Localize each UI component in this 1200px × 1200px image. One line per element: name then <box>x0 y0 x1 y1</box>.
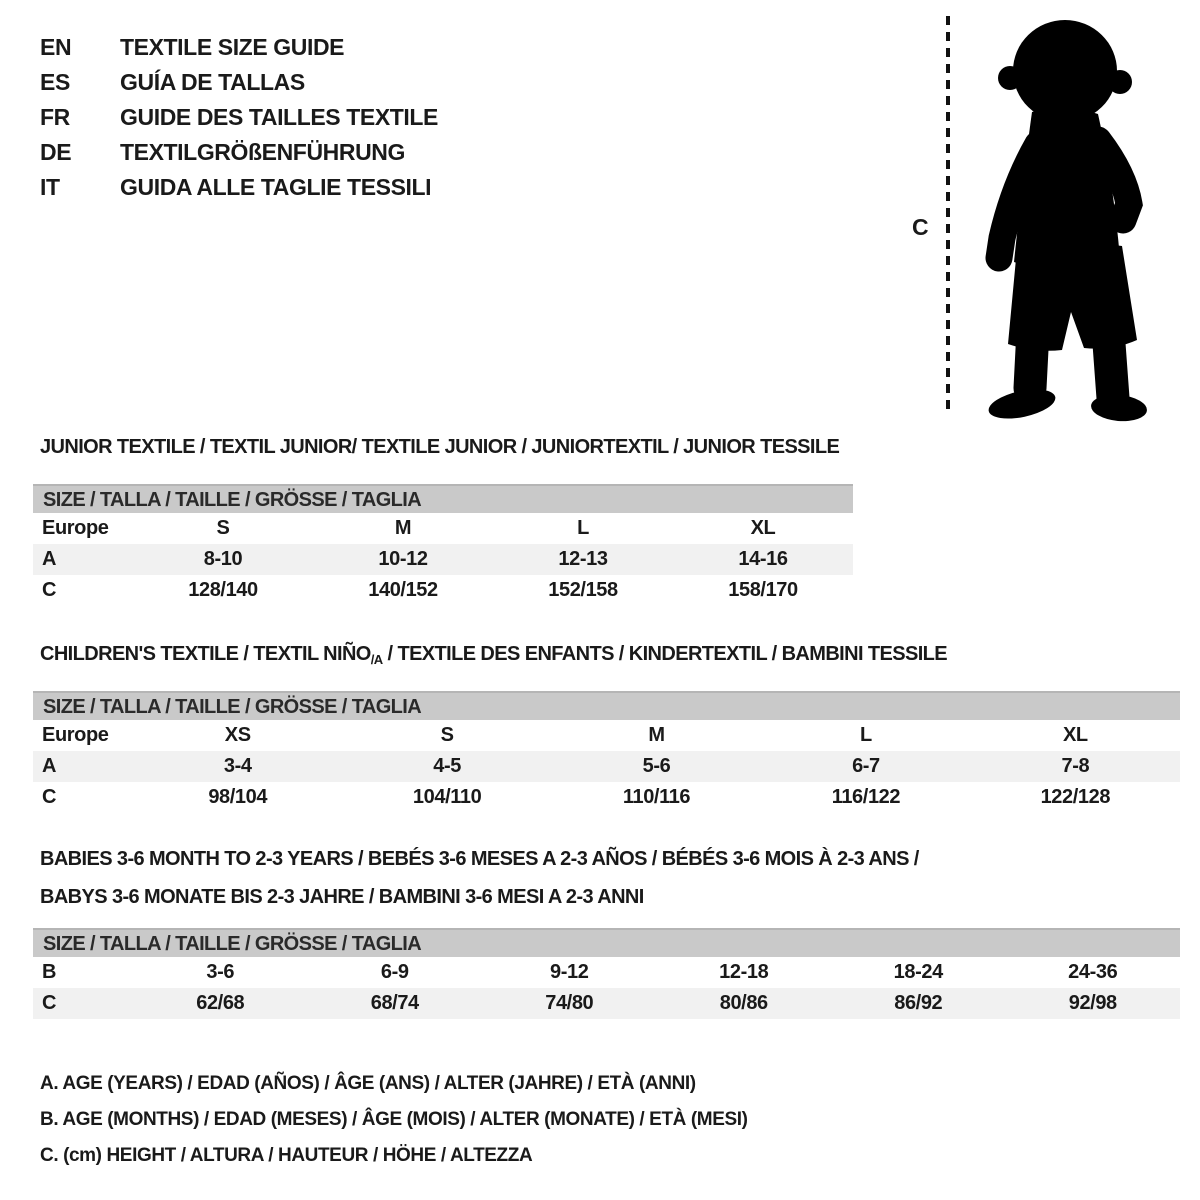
table-cell: 128/140 <box>188 579 258 601</box>
table-cell: XS <box>224 724 251 746</box>
table-row <box>33 575 853 606</box>
table-row <box>33 513 853 544</box>
children-section-heading <box>40 643 947 667</box>
toddler-silhouette-icon <box>972 16 1162 427</box>
table-cell: 18-24 <box>893 961 943 983</box>
table-cell: 9-12 <box>550 961 589 983</box>
height-measure-dashed-line <box>944 16 952 421</box>
table-cell: 104/110 <box>412 786 482 808</box>
size-table-header-bar: SIZE / TALLA / TAILLE / GRÖSSE / TAGLIA <box>33 928 1180 957</box>
row-label: C <box>42 786 57 808</box>
row-label: B <box>42 961 57 983</box>
table-cell: 4-5 <box>433 755 461 777</box>
table-cell: 152/158 <box>548 579 618 601</box>
guide-title: TEXTILE SIZE GUIDE <box>120 34 345 60</box>
guide-title: TEXTILGRÖßENFÜHRUNG <box>120 139 405 165</box>
table-cell: S <box>216 517 230 539</box>
language-code: ES <box>40 69 70 95</box>
size-table-header-bar: SIZE / TALLA / TAILLE / GRÖSSE / TAGLIA <box>33 484 853 513</box>
table-cell: 7-8 <box>1061 755 1090 777</box>
guide-title: GUIDA ALLE TAGLIE TESSILI <box>120 174 432 200</box>
language-code: FR <box>40 104 70 130</box>
row-label: A <box>42 755 57 777</box>
table-row <box>33 988 1180 1019</box>
language-row <box>40 100 438 135</box>
row-label: A <box>42 548 57 570</box>
junior-section-heading: JUNIOR TEXTILE / TEXTIL JUNIOR/ TEXTILE JUNIOR / JUNIORTEXTIL / JUNIOR TESSILE <box>40 436 840 458</box>
children-size-table <box>33 691 1180 813</box>
table-cell: 98/104 <box>208 786 268 808</box>
children-heading-post: / TEXTILE DES ENFANTS / KINDERTEXTIL / BAMBINI TESSILE <box>382 643 948 665</box>
table-row <box>33 544 853 575</box>
table-cell: 122/128 <box>1040 786 1111 808</box>
table-row <box>33 751 1180 782</box>
row-label: C <box>42 992 57 1014</box>
table-cell: 8-10 <box>203 548 243 570</box>
table-cell: 158/170 <box>728 579 798 601</box>
table-cell: 3-4 <box>223 755 252 777</box>
table-cell: 6-7 <box>852 755 880 777</box>
language-code: EN <box>40 34 72 60</box>
language-row <box>40 135 438 170</box>
measurement-legend <box>40 1066 748 1174</box>
table-cell: 6-9 <box>380 961 409 983</box>
language-row <box>40 30 438 65</box>
table-cell: 24-36 <box>1068 961 1118 983</box>
table-cell: M <box>394 517 412 539</box>
babies-size-table <box>33 928 1180 1019</box>
children-heading-pre: CHILDREN'S TEXTILE / TEXTIL NIÑO <box>40 643 371 665</box>
table-cell: 10-12 <box>378 548 428 570</box>
size-table-header-bar: SIZE / TALLA / TAILLE / GRÖSSE / TAGLIA <box>33 691 1180 720</box>
table-cell: 14-16 <box>738 548 788 570</box>
table-cell: 86/92 <box>894 992 943 1014</box>
guide-title: GUIDE DES TAILLES TEXTILE <box>120 104 438 130</box>
table-cell: XL <box>750 517 776 539</box>
table-cell: 140/152 <box>368 579 438 601</box>
table-cell: XL <box>1062 724 1088 746</box>
table-cell: 80/86 <box>719 992 768 1014</box>
table-cell: 12-13 <box>558 548 608 570</box>
row-label: Europe <box>42 724 109 746</box>
language-title-block <box>40 30 438 205</box>
babies-section-heading <box>40 840 919 916</box>
table-cell: 74/80 <box>545 992 594 1014</box>
table-cell: L <box>577 517 589 539</box>
legend-line-c: C. (cm) HEIGHT / ALTURA / HAUTEUR / HÖHE / ALTEZZA <box>40 1145 533 1166</box>
row-label: C <box>42 579 57 601</box>
table-cell: L <box>860 724 872 746</box>
table-cell: 62/68 <box>196 992 245 1014</box>
babies-heading-line2: BABYS 3-6 MONATE BIS 2-3 JAHRE / BAMBINI 3-6 MESI A 2-3 ANNI <box>40 886 644 908</box>
language-row <box>40 170 438 205</box>
table-cell: 92/98 <box>1068 992 1117 1014</box>
language-code: DE <box>40 139 72 165</box>
table-cell: M <box>648 724 665 746</box>
table-cell: 3-6 <box>206 961 235 983</box>
table-cell: 12-18 <box>719 961 769 983</box>
legend-line-b: B. AGE (MONTHS) / EDAD (MESES) / ÂGE (MOIS) / ALTER (MONATE) / ETÀ (MESI) <box>40 1109 748 1130</box>
table-row <box>33 782 1180 813</box>
children-heading-subscript: /A <box>370 652 383 667</box>
babies-heading-line1: BABIES 3-6 MONTH TO 2-3 YEARS / BEBÉS 3-6 MESES A 2-3 AÑOS / BÉBÉS 3-6 MOIS À 2-3 ANS / <box>40 848 919 870</box>
table-cell: 68/74 <box>370 992 419 1014</box>
language-row <box>40 65 438 100</box>
table-cell: 5-6 <box>642 755 671 777</box>
legend-line-a: A. AGE (YEARS) / EDAD (AÑOS) / ÂGE (ANS) / ALTER (JAHRE) / ETÀ (ANNI) <box>40 1073 696 1094</box>
table-cell: 116/122 <box>831 786 901 808</box>
junior-size-table <box>33 484 853 606</box>
language-code: IT <box>40 174 60 200</box>
table-cell: S <box>440 724 454 746</box>
table-row <box>33 957 1180 988</box>
height-measure-label: C <box>912 214 929 240</box>
table-cell: 110/116 <box>622 786 691 808</box>
row-label: Europe <box>42 517 109 539</box>
table-row <box>33 720 1180 751</box>
guide-title: GUÍA DE TALLAS <box>120 69 305 95</box>
